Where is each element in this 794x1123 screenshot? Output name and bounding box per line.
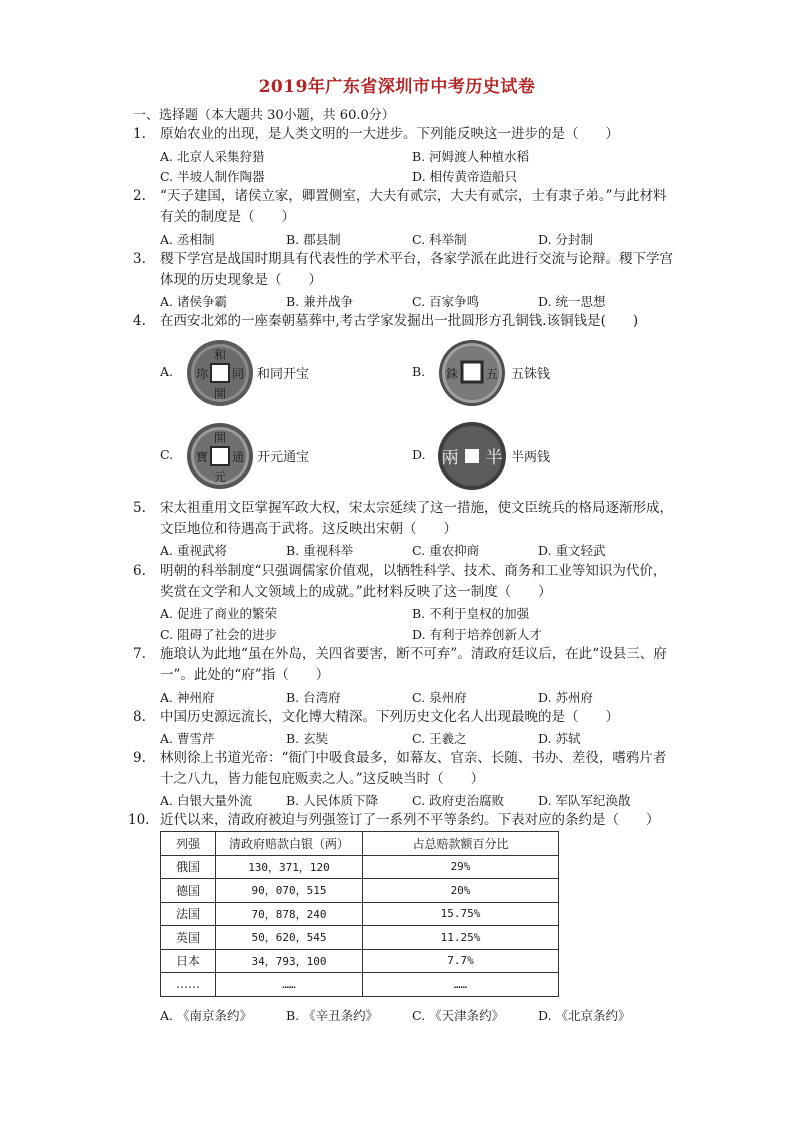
option-d[interactable]: D. 分封制 xyxy=(538,232,594,247)
option-b[interactable]: B. 不利于皇权的加强 xyxy=(412,606,530,621)
option-a[interactable]: A. 促进了商业的繁荣 xyxy=(160,606,277,621)
table-row xyxy=(161,949,559,973)
table-cell: 德国 xyxy=(161,879,216,903)
option-b[interactable]: B. 重视科举 xyxy=(286,543,354,558)
option-label: 五铢钱 xyxy=(511,367,551,382)
table-cell: 英国 xyxy=(161,926,216,950)
table-cell: 俄国 xyxy=(161,855,216,879)
svg-text:開: 開 xyxy=(213,387,227,401)
option-a[interactable]: A. 白银大量外流 xyxy=(160,793,252,808)
question-number: 1. xyxy=(133,126,146,142)
coin-wuzhu-icon xyxy=(436,338,508,408)
option-letter: C. xyxy=(160,447,174,462)
option-a[interactable]: A. 曹雪芹 xyxy=(160,731,215,746)
option-b[interactable]: B. 《辛丑条约》 xyxy=(286,1008,379,1023)
indemnity-table xyxy=(160,831,559,997)
question-stem: 宋太祖重用文臣掌握军政大权，宋太宗延续了这一措施，使文臣统兵的格局逐渐形成，文臣地位和待遇高于武将。这反映出宋朝（ ） xyxy=(160,500,673,537)
question-2 xyxy=(133,186,673,228)
table-row xyxy=(161,855,559,879)
table-cell: 15.75% xyxy=(363,902,559,926)
option-b[interactable]: B. 河姆渡人种植水稻 xyxy=(412,149,530,164)
table-row xyxy=(161,926,559,950)
table-cell: 7.7% xyxy=(363,949,559,973)
section-heading: 一、选择题（本大题共 30小题，共 60.0分） xyxy=(133,108,395,123)
question-7 xyxy=(133,644,673,686)
question-3 xyxy=(133,249,673,291)
option-c[interactable]: C. 科举制 xyxy=(412,232,467,247)
option-d[interactable]: D. 有利于培养创新人才 xyxy=(412,627,543,642)
option-label: 和同开宝 xyxy=(257,367,310,382)
question-4-options-row-2 xyxy=(160,421,680,491)
option-b[interactable]: B. 郡县制 xyxy=(286,232,341,247)
svg-text:五: 五 xyxy=(485,367,499,381)
table-cell: …… xyxy=(363,973,559,997)
option-c[interactable]: C. 百家争鸣 xyxy=(412,294,480,309)
question-stem: 在西安北郊的一座秦朝墓葬中,考古学家发掘出一批圆形方孔铜钱.该铜钱是( ) xyxy=(160,313,639,329)
question-number: 7. xyxy=(133,646,146,662)
page-title: 2019年广东省深圳市中考历史试卷 xyxy=(258,77,536,97)
question-stem: 近代以来，清政府被迫与列强签订了一系列不平等条约。下表对应的条约是（ ） xyxy=(160,812,660,828)
table-cell: …… xyxy=(216,973,363,997)
svg-text:兩: 兩 xyxy=(441,448,459,468)
question-stem: 原始农业的出现，是人类文明的一大进步。下列能反映这一进步的是（ ） xyxy=(160,126,619,142)
table-cell: …… xyxy=(161,973,216,997)
svg-text:銖: 銖 xyxy=(445,367,459,381)
coin-hetong-kaibao-icon xyxy=(184,338,256,408)
question-9 xyxy=(133,748,673,790)
question-number: 3. xyxy=(133,251,146,267)
option-d[interactable]: D. 重文轻武 xyxy=(538,543,606,558)
question-4 xyxy=(133,311,673,332)
option-a[interactable]: A. 重视武将 xyxy=(160,543,227,558)
svg-text:珎: 珎 xyxy=(195,367,209,381)
table-cell: 70，878，240 xyxy=(216,902,363,926)
table-cell: 50，620，545 xyxy=(216,926,363,950)
table-row xyxy=(161,879,559,903)
question-stem: 中国历史源远流长，文化博大精深。下列历史文化名人出现最晚的是（ ） xyxy=(160,709,619,725)
option-a[interactable]: A. 《南京条约》 xyxy=(160,1008,252,1023)
option-d[interactable]: D. 军队军纪涣散 xyxy=(538,793,631,808)
question-number: 4. xyxy=(133,313,146,329)
option-letter: B. xyxy=(412,364,426,379)
column-header: 列强 xyxy=(161,832,216,856)
table-cell: 29% xyxy=(363,855,559,879)
option-b[interactable]: B. 台湾府 xyxy=(286,690,341,705)
option-b[interactable]: B. 玄奘 xyxy=(286,731,329,746)
option-b[interactable]: B. 兼并战争 xyxy=(286,294,354,309)
question-number: 9. xyxy=(133,750,146,766)
question-stem: “天子建国，诸侯立家，卿置侧室，大夫有贰宗，大夫有贰宗，士有隶子弟。”与此材料有关的制度是（ ） xyxy=(160,188,667,225)
question-number: 8. xyxy=(133,709,146,725)
table-cell: 90，070，515 xyxy=(216,879,363,903)
table-row xyxy=(161,902,559,926)
svg-text:同: 同 xyxy=(231,367,245,381)
option-c[interactable]: C. 王羲之 xyxy=(412,731,467,746)
question-number: 5. xyxy=(133,500,146,516)
option-c[interactable]: C. 阻碍了社会的进步 xyxy=(160,627,278,642)
option-label: 开元通宝 xyxy=(257,450,310,465)
question-number: 6. xyxy=(133,563,146,579)
question-1 xyxy=(133,124,673,145)
option-a[interactable]: A. 丞相制 xyxy=(160,232,215,247)
table-cell: 34，793，100 xyxy=(216,949,363,973)
option-a[interactable]: A. 北京人采集狩猎 xyxy=(160,149,265,164)
coin-kaiyuan-tongbao-icon xyxy=(184,421,256,491)
svg-text:元: 元 xyxy=(213,470,227,484)
option-c[interactable]: C. 《天津条约》 xyxy=(412,1008,505,1023)
svg-text:寶: 寶 xyxy=(195,450,209,464)
table-cell: 11.25% xyxy=(363,926,559,950)
option-d[interactable]: D. 苏州府 xyxy=(538,690,594,705)
question-stem: 明朝的科举制度“只强调儒家价值观，以牺牲科学、技术、商务和工业等知识为代价，奖赏在文学和人文领域上的成就。”此材料反映了这一制度（ ） xyxy=(160,563,667,600)
svg-text:和: 和 xyxy=(213,348,227,362)
table-header-row xyxy=(161,832,559,856)
question-number: 2. xyxy=(133,188,146,204)
question-stem: 施琅认为此地“虽在外岛，关四省要害，断不可弃”。清政府廷议后，在此“设县三、府一”。此处的“府”指（ ） xyxy=(160,646,667,683)
option-a[interactable]: A. 神州府 xyxy=(160,690,215,705)
option-c[interactable]: C. 泉州府 xyxy=(412,690,467,705)
svg-text:半: 半 xyxy=(485,448,503,468)
option-letter: A. xyxy=(160,364,174,379)
table-cell: 20% xyxy=(363,879,559,903)
question-5 xyxy=(133,498,673,540)
option-d[interactable]: D. 《北京条约》 xyxy=(538,1008,631,1023)
option-d[interactable]: D. 相传黄帝造船只 xyxy=(412,169,518,184)
column-header: 清政府赔款白银（两） xyxy=(216,832,363,856)
option-c[interactable]: C. 政府吏治腐败 xyxy=(412,793,505,808)
option-label: 半两钱 xyxy=(511,450,551,465)
coin-banliang-icon xyxy=(436,421,508,491)
svg-text:開: 開 xyxy=(213,431,227,445)
question-stem: 稷下学宫是战国时期具有代表性的学术平台，各家学派在此进行交流与论辩。稷下学宫体现的历史现象是（ ） xyxy=(160,251,673,288)
question-10 xyxy=(128,810,673,831)
question-4-options-row-1 xyxy=(160,338,680,408)
question-number: 10. xyxy=(128,812,150,828)
option-a[interactable]: A. 诸侯争霸 xyxy=(160,294,227,309)
table-cell: 130，371，120 xyxy=(216,855,363,879)
question-stem: 林则徐上书道光帝：“衙门中吸食最多，如幕友、官亲、长随、书办、差役，嗜鸦片者十之八九，皆力能包庇贩卖之人。”这反映当时（ ） xyxy=(160,750,667,787)
option-c[interactable]: C. 重农抑商 xyxy=(412,543,480,558)
table-cell: 日本 xyxy=(161,949,216,973)
option-letter: D. xyxy=(412,447,426,462)
option-d[interactable]: D. 苏轼 xyxy=(538,731,581,746)
table-cell: 法国 xyxy=(161,902,216,926)
option-b[interactable]: B. 人民体质下降 xyxy=(286,793,379,808)
table-row xyxy=(161,973,559,997)
column-header: 占总赔款额百分比 xyxy=(363,832,559,856)
option-c[interactable]: C. 半坡人制作陶器 xyxy=(160,169,265,184)
svg-text:通: 通 xyxy=(231,450,245,464)
question-6 xyxy=(133,561,673,603)
question-8 xyxy=(133,707,673,728)
option-d[interactable]: D. 统一思想 xyxy=(538,294,606,309)
